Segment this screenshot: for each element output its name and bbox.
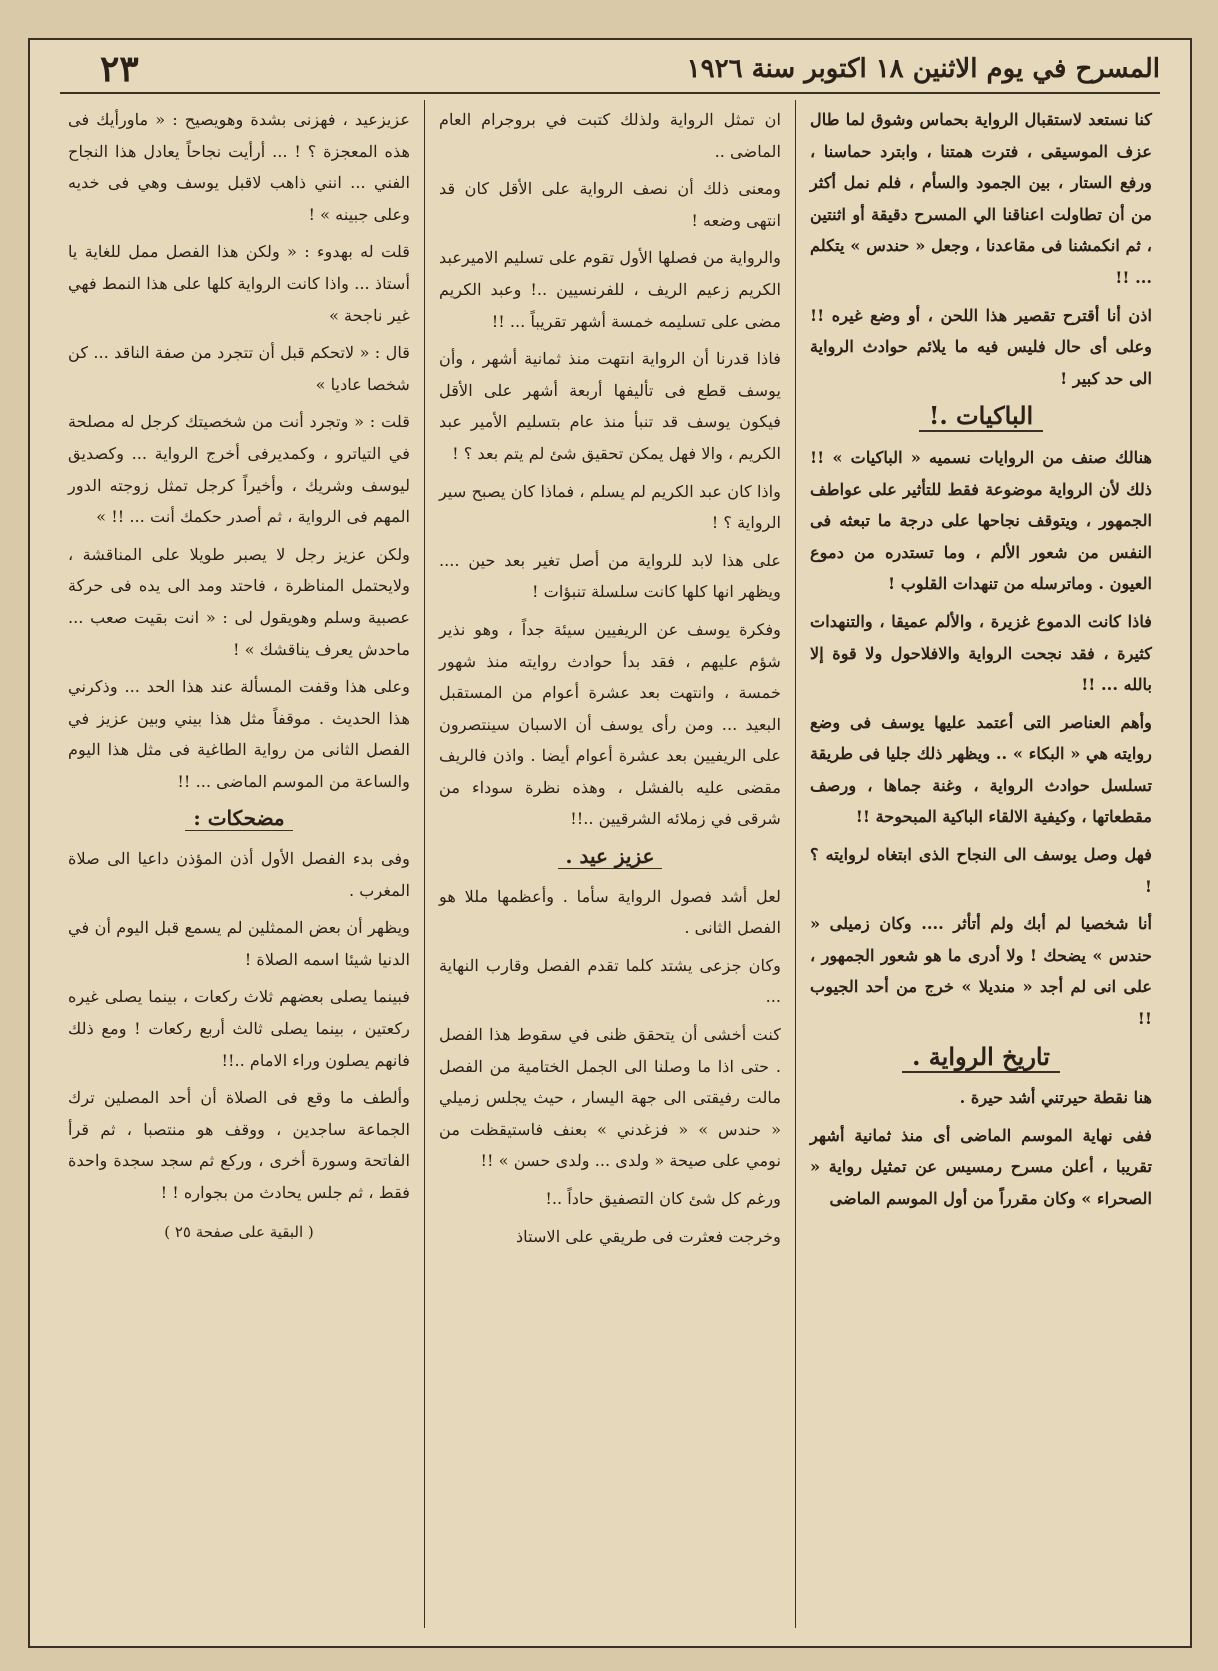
paragraph: عزيزعيد ، فهزنى بشدة وهويصيح : « ماورأيك فى هذه المعجزة ؟ ! ... أرأيت نجاحاً يعادل هذا النجاح الفني ... انني ذاهب لاقبل يوسف وهي فى خديه وعلى جبينه » ! [68,110,410,224]
section-heading [439,841,781,873]
section-heading [810,400,1152,432]
paragraph: ان تمثل الرواية ولذلك كتبت في بروجرام العام الماضى .. [439,110,781,161]
paragraph: وخرجت فعثرت فى طريقي على الاستاذ [515,1226,781,1246]
paragraph: فاذا قدرنا أن الرواية انتهت منذ ثمانية أشهر ، وأن يوسف قطع فى تأليفها أربعة أشهر على الأقل فيكون يوسف قد تنبأ منذ عام بتسليم الأمير عبد الكريم ، والا فهل يمكن تحقيق شئ لم يتم بعد ؟ ! [439,349,781,463]
column-left [54,100,425,1628]
page-number: ٢٣ [100,48,139,90]
paragraph: لعل أشد فصول الرواية سأما . وأعظمها مللا هو الفصل الثانى . [439,886,781,938]
section-heading-text: مضحكات : [185,806,292,831]
paragraph: فبينما يصلى بعضهم ثلاث ركعات ، بينما يصلى غيره ركعتين ، بينما يصلى ثالث أربع ركعات ! ومع ذلك فانهم يصلون وراء الامام ..!! [68,987,410,1070]
paragraph: هنا نقطة حيرتني أشد حيرة . [959,1088,1152,1108]
column-right [796,100,1166,1628]
continuation-note: ( البقية على صفحة ٢٥ ) [164,1222,314,1241]
paragraph: كنت أخشى أن يتحقق ظنى في سقوط هذا الفصل . حتى اذا ما وصلنا الى الجمل الختامية من الفصل مالت رفيقتى الى جهة اليسار ، حيث يجلس زميلي « حندس » « فزغدني » بعنف فاستيقظت من نومي على صيحة « ولدى ... ولدى حسن » !! [439,1025,781,1171]
paragraph: كنا نستعد لاستقبال الرواية بحماس وشوق لما طال عزف الموسيقى ، فترت همتنا ، وابترد حماسنا ، ورفع الستار ، بين الجمود والسأم ، فلم نمل أكثر من أن تطاولت اعناقنا الي المسرح دقيقة أو اثنتين ، ثم انكمشنا فى مقاعدنا ، وجعل « حندس » يتكلم ... !! [810,110,1152,287]
paragraph: ففى نهاية الموسم الماضى أى منذ ثمانية أشهر تقريبا ، أعلن مسرح رمسيس عن تمثيل رواية « الصحراء » وكان مقرراً من أول الموسم الماضى [810,1125,1152,1208]
paragraph: قال : « لاتحكم قبل أن تتجرد من صفة الناقد ... كن شخصا عاديا » [68,343,410,394]
column-middle [425,100,796,1628]
paragraph: فاذا كانت الدموع غزيرة ، والألم عميقا ، والتنهدات كثيرة ، فقد نجحت الرواية والافلاحول ولا قوة إلا بالله ... !! [810,611,1152,695]
paragraph: وكان جزعى يشتد كلما تقدم الفصل وقارب النهاية ... [439,955,781,1007]
section-heading-text: الباكيات .! [919,401,1043,432]
newspaper-page [28,38,1192,1648]
paragraph: اذن أنا أقترح تقصير هذا اللحن ، أو وضع غيره !! وعلى أى حال فليس فيه ما يلائم حوادث الرواية الى حد كبير ! [810,305,1152,388]
paragraph: وفكرة يوسف عن الريفيين سيئة جداً ، وهو نذير شؤم عليهم ، فقد بدأ حوادث روايته منذ شهور خمسة ، وانتهت بعد عشرة أعوام من المستقبل البعيد ... ومن رأى يوسف أن الاسبان سينتصرون على الريفيين بعد عشرة أعوام أيضا . واذن فالريف مقضى عليه بالفشل ، وهذه نظرة سوداء من شرقى في زملائه الشرقيين ..!! [439,619,781,829]
running-title: المسرح في يوم الاثنين ١٨ اكتوبر سنة ١٩٢٦ [686,54,1160,84]
paragraph: قلت : « وتجرد أنت من شخصيتك كرجل له مصلحة في التياترو ، وكمديرفى أخرج الرواية ... وكصديق ليوسف وشريك ، وأخيراً كرجل تمثل زوجته الدور المهم فى الرواية ، ثم أصدر حكمك أنت ... !! » [68,412,410,527]
paragraph: هنالك صنف من الروايات نسميه « الباكيات » !! ذلك لأن الرواية موضوعة فقط للتأثير على عواطف الجمهور ، ويتوقف نجاحها على درجة ما تبعثه فى النفس من شعور الألم ، وما تستدره من دموع العيون . وماترسله من تنهدات القلوب ! [810,447,1152,594]
paragraph: فهل وصل يوسف الى النجاح الذى ابتغاه لروايته ؟ ! [810,845,1152,896]
paragraph: واذا كان عبد الكريم لم يسلم ، فماذا كان يصبح سير الرواية ؟ ! [439,481,781,533]
paragraph: ورغم كل شئ كان التصفيق حاداً ..! [545,1189,781,1208]
page-header [60,46,1160,94]
paragraph: ومعنى ذلك أن نصف الرواية على الأقل كان قد انتهى وضعه ! [439,179,781,230]
section-heading-text: تاريخ الرواية . [902,1042,1060,1073]
paragraph: ولكن عزيز رجل لا يصبر طويلا على المناقشة ، ولايحتمل المناظرة ، فاحتد ومد الى يده فى حركة عصبية وسلم وهويقول لى : « انت بقيت صعب ... ماحدش يعرف يناقشك » ! [68,544,410,659]
paragraph: أنا شخصيا لم أبك ولم أتأثر .... وكان زميلى « حندس » يضحك ! ولا أدرى ما هو شعور الجمهور ، على انى لم أجد « منديلا » خرج من أحد الجيوب !! [810,914,1152,1029]
paragraph: وعلى هذا وقفت المسألة عند هذا الحد ... وذكرني هذا الحديث . موقفاً مثل هذا بيني وبين عزيز في الفصل الثانى من رواية الطاغية فى مثل هذا اليوم والساعة من الموسم الماضى ... !! [68,677,410,791]
paragraph: وفى بدء الفصل الأول أذن المؤذن داعيا الى صلاة المغرب . [68,849,410,900]
paragraph: على هذا لابد للرواية من أصل تغير بعد حين .... ويظهر انها كلها كانت سلسلة تنبؤات ! [439,550,781,602]
paragraph: قلت له بهدوء : « ولكن هذا الفصل ممل للغاية يا أستاذ ... واذا كانت الرواية كلها على هذا النمط فهي غير ناجحة » [68,242,410,325]
section-heading-text: عزيز عيد . [558,844,663,869]
article-columns [54,100,1166,1628]
paragraph: ويظهر أن بعض الممثلين لم يسمع قبل اليوم أن في الدنيا شيئا اسمه الصلاة ! [68,918,410,969]
paragraph: وأهم العناصر التى أعتمد عليها يوسف فى وضع روايته هي « البكاء » .. ويظهر ذلك جليا فى طريقة تسلسل حوادث الرواية ، وغنة جماها ، ورصف مقطعاتها ، وكيفية الالقاء الباكية المبحوحة !! [810,712,1152,827]
section-heading [810,1041,1152,1073]
section-heading [68,803,410,835]
paragraph: وألطف ما وقع فى الصلاة أن أحد المصلين ترك الجماعة ساجدين ، ووقف هو منتصبا ، ثم قرأ الفاتحة وسورة أخرى ، وركع ثم سجد سجدة واحدة فقط ، ثم جلس يحادث من بجواره ! ! [68,1088,410,1202]
paragraph: والرواية من فصلها الأول تقوم على تسليم الاميرعبد الكريم زعيم الريف ، للفرنسيين ..! وعبد الكريم مضى على تسليمه خمسة أشهر تقريباً ... !! [439,248,781,331]
